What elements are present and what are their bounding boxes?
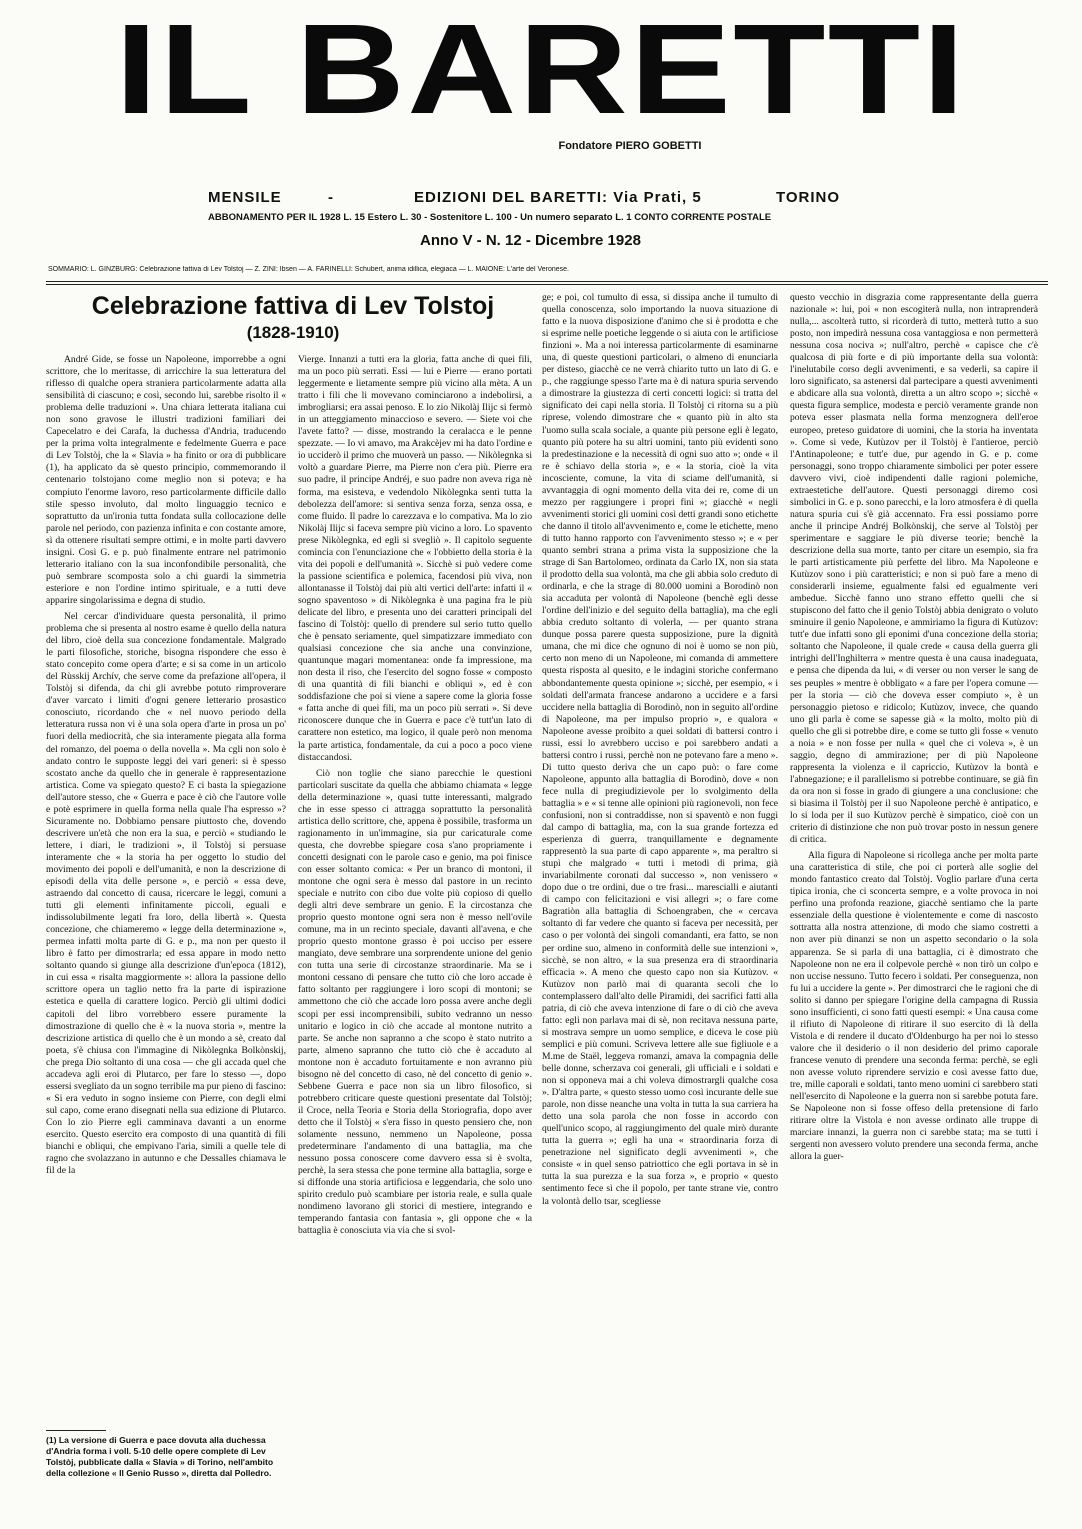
article-column-2 <box>298 354 532 1520</box>
article-paragraph: Ciò non toglie che siano parecchie le questioni particolari suscitate da quella che abbiamo chiamata « legge della determinazione », quasi tutte interessanti, malgrado che in esse spesso ci attragga soprattutto la personalità artistica dello scrittore, che, appena è possibile, trasforma un ragionamento in un'immagine, sia pur caricaturale come questa, che dovrebbe spiegare cosa s'ano propriamente i concetti designati con le parole caso e genio, ma poi finisce con esser soltanto comica: « Per un branco di montoni, il montone che ogni sera è messo dal pastore in un recinto speciale e nutrito con cibo due volte più copioso di quello degli altri deve sembrare un genio. E la circostanza che proprio questo montone ogni sera non è messo nell'ovile comune, ma in un recinto speciale, davanti all'avena, e che proprio questo montone grasso è poi ucciso per essere mangiato, deve sembrare una sorprendente unione del genio con tutta una serie di circostanze straordinarie. Ma se i montoni cessano di pensare che tutto ciò che loro accade è fatto soltanto per raggiungere i loro scopi di montoni; se ammettono che ciò che accade loro possa avere anche degli scopi per essi incomprensibili, subito vedranno un nesso unitario e logico in ciò che accade al montone nutrito a parte. Se anche non sapranno a che scopo è stato nutrito a parte, almeno sapranno che tutto ciò che è accaduto al montone non è accaduto fortuitamente e non avranno più bisogno nè del concetto di caso, nè del concetto di genio ». Sebbene Guerra e pace non sia un libro filosofico, si potrebbero criticare queste questioni presentate dal Tolstòj; il Croce, nella Teoria e Storia della Storiografia, dopo aver detto che il Tolstòj « s'era fisso in questo pensiero che, non solamente nessuno, nemmeno un Napoleone, possa predeterminare l'andamento di una battaglia, ma che nessuno possa conoscere come davvero essa si è svolta, perchè, la sera stessa che pone termine alla battaglia, sorge e si diffonde una storia artificiosa e leggendaria, che solo uno spirito credulo può scambiare per istoria reale, e sulla quale nondimeno lavorano gli storici di mestiere, integrando e temperando fantasia con fantasia », gli oppone che « la battaglia è conosciuta via via che si svol- <box>298 767 532 1237</box>
article-paragraph: Alla figura di Napoleone si ricollega anche per molta parte una caratteristica di stile, che poi ci porterà alle soglie del mondo fantastico creato dal Tolstòj. Voglio parlare d'una certa tipica ironia, che ci sconcerta sempre, e a volte provoca in noi perfino una profonda reazione, giacchè sentiamo che la parte essenziale della questione è violentemente e come di nascosto sottratta alla nostra attenzione, di modo che siamo costretti a non aver più dinanzi se non un aspetto secondario o la sola apparenza. Se si parla di una battaglia, ci è dimostrato che Napoleone non ne era il colpevole perchè « non tirò un colpo e non uccise nessuno. Tutto fecero i soldati. Per conseguenza, non fu lui a uccidere la gente ». Per dimostrarci che le ragioni che di solito si danno per spiegare l'origine della campagna di Russia sono insufficienti, ci sono fatti questi esempi: « Una causa come il rifiuto di Napoleone di ritirare il suo esercito di là della Vistola e di rendere il ducato d'Oldenburgo ha per noi lo stesso valore che il desiderio o il non desiderio del primo caporale francese venuto di prendere una seconda ferma: perchè, se egli non avesse voluto riprendere servizio e così avesse fatto due, tre, mille caporali e soldati, tanto meno uomini ci sarebbero stati nell'esercito di Napoleone e la guerra non si sarebbe potuta fare. Se Napoleone non si fosse offeso della pretensione di farlo ritirare oltre la Vistola e non avesse ordinato alle truppe di marciare innanzi, la guerra non ci sarebbe stata; ma se tutti i sergenti non avessero voluto prendere una seconda ferma, anche allora la guer- <box>790 850 1038 1163</box>
article-paragraph: André Gide, se fosse un Napoleone, imporrebbe a ogni scrittore, che lo meritasse, di arricchire la sua letteratura del riflesso di qualche opera straniera particolarmente adatta alla sensibilità di ciascuno; e così, secondo lui, sarebbe risolto il « problema delle traduzioni ». Una chiara letterata italiana cui non sono gravose le illustri tradizioni familiari dei Capecelatro e dei Carafa, la duchessa d'Andria, traducendo per la prima volta integralmente e fedelmente Guerra e pace di Lev Tolstòj, che la « Slavia » ha finito or ora di pubblicare (1), ha applicato da sè questo principio, commemorando il centenario tolstojano come meglio non si poteva; e ha compiuto l'enorme lavoro, reso particolarmente difficile dallo stile spesso involuto, dal molto linguaggio tecnico e soprattutto da un'ironia tutta fondata sulla collocazione delle parole nel periodo, con pazienza infinita e con costante amore, sì da ottenere risultati sempre ottimi, e in molte parti davvero insigni. Così G. e p. può finalmente entrare nel patrimonio letterario italiano con la sua inconfondibile personalità, che può sembrare scomposta solo a chi guardi la simmetria esteriore e non l'ordine intimo spirituale, e a tutti deve apparire singolarissima e degna di studio. <box>46 354 286 606</box>
masthead-title: IL BARETTI <box>115 0 967 141</box>
publication-row <box>0 189 1082 209</box>
footnote: (1) La versione di Guerra e pace dovuta alla duchessa d'Andria forma i voll. 5-10 delle opere complete di Lev Tolstòj, pubblicate dalla « Slavia » di Torino, nell'ambito della collezione « Il Genio Russo », diretta dal Polledro. <box>46 1435 274 1478</box>
city: TORINO <box>776 189 841 206</box>
article-dates: (1828-1910) <box>246 323 340 342</box>
article-column-4 <box>790 292 1038 1520</box>
table-of-contents: SOMMARIO: L. GINZBURG: Celebrazione fattiva di Lev Tolstoj — Z. ZINI: Ibsen — A. FARINELLI: Schubert, anima idillica, elegiaca — L. MAIONE: L'arte del Veronese. <box>48 266 569 273</box>
founder-line: Fondatore PIERO GOBETTI <box>558 140 702 152</box>
article-paragraph: Vierge. Innanzi a tutti era la gloria, fatta anche di quei fili, ma un poco più serrati. Essi — lui e Pierre — erano portati leggermente e lietamente sempre più vicino alla mèta. A un tratto i fili che li movevano cominciarono a indebolirsi, a imbrogliarsi; era assai penoso. E lo zio Nikolàj Ilijc si fermò in un atteggiamento minaccioso e severo. — Siete voi che l'avete fatto? — disse, mostrando la ceralacca e le penne spezzate. — Io vi amavo, ma Arakcèjev mi ha dato l'ordine e io ucciderò il primo che muoverà un passo. — Nikòlegnka si voltò a guardare Pierre, ma Pierre non c'era più. Pierre era suo padre, il principe Andréj, e suo padre non aveva riga nè forma, ma esisteva, e vedendolo Nikòlegnka sentì tutta la debolezza dell'amore: si sentiva senza forza, senza ossa, e come fluido. Il padre lo carezzava e lo compativa. Ma lo zio Nikolàj Ilijc si faceva sempre più vicino a loro. Lo spavento prese Nikòlegnka, ed egli si svegliò ». Il capitolo seguente comincia con l'enunciazione che « l'obbietto della storia è la vita dei popoli e dell'umanità ». Sicchè si può vedere come la passione scientifica e polemica, facendosi più viva, non allontanasse il Tolstòj dai più alti vertici dell'arte: infatti il « sogno spaventoso » di Nikòlegnka è una pagina fra le più delicate del libro, e presenta uno dei caratteri principali del fascino di Tolstòj: quello di prendere sul serio tutto quello che è pensato seriamente, quel simpatizzare immediato con qualsiasi concezione che sia anche una convinzione, quantunque magari momentanea: onde fa impressione, ma non desta il riso, che l'esercito del sogno fosse « composto di una quantità di fili bianchi e obliqui », ed è con soddisfazione che poi si viene a sapere come la gloria fosse « fatta anche di quei fili, ma un poco più serrati ». Si deve riconoscere dunque che in Guerra e pace c'è tutt'un lato di carattere non estetico, ma logico, il quale però non menoma la parte artistica, fondamentale, da cui a poco a poco viene distaccandosi. <box>298 354 532 763</box>
separator-dash: - <box>328 189 334 206</box>
article-column-3 <box>542 292 778 1520</box>
article-paragraph: Nel cercar d'individuare questa personalità, il primo problema che si presenta al nostro esame è quello della natura del libro, cioè della sua concezione fondamentale. Malgrado le parti filosofiche, storiche, bisogna rispondere che esso è stato concepito come opera d'arte; e si sa come in un articolo del Rùsskij Archív, che serve come da prefazione all'opera, il Tolstòj si difenda, da chi gli avrebbe potuto rimproverare d'aver varcato i limiti d'ogni genere letterario prosastico conosciuto, ricordando che « nel nuovo periodo della letteratura russa non vi è una sola opera d'arte in prosa un po' fuori della mediocrità, che sia interamente piegata alla forma del romanzo, del poema o della novella ». Ma cgli non solo è andato contro le supposte leggi dei vari generi: si è spesso scostato anche da quello che in generale è rappresentazione artistica. Come va spiegato questo? E ci basta la spiegazione dell'autore stesso, che « Guerra e pace è ciò che l'autore volle e potè esprimere in quella forma nella quale l'ha espresso »? Sicuramente no. Dobbiamo pensare piuttosto che, dovendo descrivere un'età che non era la sua, e perciò « studiando le lettere, i diari, le tradizioni », il Tolstòj si persuase interamente che « la storia ha per oggetto lo studio del movimento dei popoli e dell'umanità, e non la descrizione di episodi della vita delle persone », e perciò « essa deve, astraendo dal concetto di causa, ricercare le leggi, comuni a tutti gli elementi infinitamente piccoli, eguali e indissolubilmente legati fra loro, della libertà ». Questa concezione, che chiameremo « legge della determinazione », permea infatti molta parte di G. e p., ma non per questo il libro è fatto per dimostrarla; ed essa appare in modo netto soltanto quando si giunge alla descrizione d'un'epoca (1812), in cui essa « risalta maggiormente »: allora la passione dello scrittore opera un taglio netto fra la parte di ispirazione estetica e quella di carattere logico. Perciò gli ultimi dodici capitoli del libro vorrebbero essere puramente la dimostrazione di quello che è « la nuova storia », mentre la descrizione artistica di quello che è un mondo a sè, creato dal poeta, s'è chiusa con l'immagine di Nikòlegnka Bolkònskij, che prega Dio soltanto di una cosa — che gli accada quel che accadeva agli eroi di Plutarco, per fare lo stesso —, dopo essersi svegliato da un sogno terribile ma pur pieno di fascino: « Si era veduto in sogno insieme con Pierre, con degli elmi sul capo, come erano disegnati nella sua edizione di Plutarco. Con lo zio Pierre egli camminava davanti a un enorme esercito. Questo esercito era composto di una quantità di fili bianchi e obliqui, che empivano l'aria, simili a quelle tele di ragno che svolazzano in autunno e che Dessalles chiamava le fil de la <box>46 610 286 1177</box>
article-column-1 <box>46 354 286 1428</box>
footnote-rule <box>46 1430 106 1431</box>
subscription-line: ABBONAMENTO PER IL 1928 L. 15 Estero L. 30 - Sostenitore L. 100 - Un numero separato L. 1 CONTO CORRENTE POSTALE <box>208 212 772 223</box>
article-paragraph: questo vecchio in disgrazia come rappresentante della guerra nazionale »: lui, poi « non escogiterà nulla, non intraprenderà nulla,... ascolterà tutto, si ricorderà di tutto, metterà tutto a suo posto, non impedirà nessuna cosa vantaggiosa e non permetterà nessuna cosa nociva »; null'altro, perchè « capisce che c'è qualcosa di più forte e di più importante della sua volontà: l'inelutabile corso degli avvenimenti, e sa vederli, sa capire il loro significato, sa astenersi dal partecipare a questi avvenimenti e abdicare alla sua volontà, diretta a un altro scopo »; sicchè « questa figura semplice, modesta e perciò veramente grande non poteva esser plasmata nella forma menzognera dell'eroe europeo, preteso guidatore di uomini, che la storia ha inventata ». Come si vede, Kutùzov per il Tolstòj è l'antieroe, perciò l'Antinapoleone; e tutt'e due, pur agendo in G. e p. come personaggi, sono troppo chiaramente simbolici per poter essere davvero vivi, cioè indipendenti dalle ragioni polemiche, extraestetiche dell'autore. Questi personaggi diremo così simbolici in G. e p. sono parecchi, e la loro atmosfera è di quella natura spuria cui s'è già accennato. Fra essi possiamo porre anche il principe Andréj Bolkònskij, che serve al Tolstòj per sperimentare e saggiare le più diverse teorie; benchè la descrizione della sua morte, tanto per citare un esempio, sia fra le parti artisticamente più perfette del libro. Ma Napoleone e Kutùzov sono i più caratteristici; e non si può fare a meno di considerarli insieme, egualmente falsi ed egualmente veri ambedue. Sicchè fanno uno strano effetto quelli che si stupiscono del fatto che il genio Tolstòj abbia denigrato o voluto sminuire il genio Napoleone, e ammiriamo la figura di Kutùzov: tutt'e due infatti sono gli eponimi d'una concezione della storia; soltanto che Napoleone, il quale crede « causa della guerra gli intrighi dell'Inghilterra » mentre questa è una causa inadeguata, e pensa che dipenda da lui, « di verser ou non verser le sang de ses peuples » mentre è obbligato « a fare per l'opera comune — per la storia — ciò che doveva esser compiuto », è un personaggio pietoso e ridicolo; Kutùzov, invece, che quando uno gli parla è come se sapesse già « la molto, molto più di quello che gli si potrebbe dire, e come se tutto gli fosse « venuto a noia » e non fosse per nulla « quel che ci voleva », è un saggio, degno di ammirazione; per di più Napoleone rappresenta la violenza e il capriccio, Kutùzov la bontà e l'abnegazione; e il parallelismo si potrebbe continuare, se già fin da ora non si fosse in grado di giungere a una conclusione: che si biasima il Tolstòj per il suo Napoleone perchè è antipatico, e lo si loda per il suo Kutùzov perchè è simpatico, cioè con un criterio di distinzione che non può trovar posto in nessun genere di critica. <box>790 292 1038 846</box>
article-paragraph: ge; e poi, col tumulto di essa, si dissipa anche il tumulto di quella conoscenza, solo importando la nuova situazione di fatto e la nuova disposizione d'animo che si è prodotta e che si esprime nelle poetiche leggende o si aiuta con le artificiose finzioni ». Ma a noi interessa particolarmente di esaminarne una, di queste questioni particolari, o almeno di enunciarla per disteso, giacchè ce ne verrà chiarito tutto un lato di G. e p., che raggiunge spesso l'arte ma è di natura spuria servendo a dimostrare la giustezza di certi concetti logici: si tratta del significato dei capi nella storia. Il Tolstòj ci ritorna su a più riprese, volendo dimostrare che « quanto più in alto sta l'uomo sulla scala sociale, a quante più persone egli è legato, quanto più potere ha su altri uomini, tanto più evidenti sono la predestinazione e la necessità di ogni suo atto »; onde « il re è schiavo della storia », e « la storia, cioè la vita incosciente, comune, la vita di sciame dell'umanità, si avvantaggia di ogni momento della vita dei re, come di un mezzo per raggiungere i propri fini »; giacchè « negli avvenimenti storici gli uomini così detti grandi sono etichette che danno il titolo all'avvenimento e, come le etichette, meno di tutto hanno rapporto con l'avvenimento stesso »; e « per quanto sembri strana a prima vista la supposizione che la strage di San Bartolomeo, ordinata da Carlo IX, non sia stata il prodotto della sua volontà, ma che gli abbia solo creduto di ordinarla, e che la strage di 80.000 uomini a Borodinò non sia accaduta per volontà di Napoleone (benchè egli desse l'ordine dell'inizio e del seguito della battaglia), ma che egli abbia creduto soltanto di volerla, — per quanto strana dunque possa parere questa supposizione, pure la dignità umana, che mi dice che ognuno di noi è uomo se non più, certo non meno di un Napoleone, mi comanda di ammettere questa risposta al quesito, e le indagini storiche confermano abbondantemente questa opinione »; sicchè, per esempio, « i soldati dell'armata francese andarono a uccidere e a farsi uccidere nella battaglia di Borodinò, non in seguito all'ordine di Napoleone, ma per impulso proprio », e qualora « Napoleone avesse proibito a quei soldati di battersi contro i russi, essi lo avrebbero ucciso e poi sarebbero andati a battersi contro i russi, perchè non ne potevano fare a meno ». Di tutto questo deriva che un capo può: o fare come Napoleone, appunto alla battaglia di Borodinò, dove « non fece nulla di pregiudizievole per lo svolgimento della battaglia » e « si tenne alle opinioni più ragionevoli, non fece confusioni, non si contraddisse, non si spaventò e non fuggì dal campo di battaglia, ma, con la sua grande fortezza ed esperienza di guerra, tranquillamente e degnamente rappresentò la sua parte di capo apparente », ma peraltro si stupì che malgrado « tutti i metodi di prima, già invariabilmente coronati dal successo », non venissero « dopo due o tre ordini, due o tre frasi... marescialli e aiutanti di campo con felicitazioni e visi allegri »; o fare come Bagratiòn alla battaglia di Schoengraben, che « cercava soltanto di far vedere che quanto si faceva per necessità, per caso o per volontà dei singoli comandanti, era fatto, se non per ordine suo, almeno in conformità delle sue intenzioni », sicchè, se non altro, « la sua presenza era di straordinaria efficacia ». A meno che questo capo non sia Kutùzov. « Kutùzov non parlò mai di quaranta secoli che lo contemplassero dall'alto delle Piramidi, dei sacrifici fatti alla patria, di ciò che aveva intenzione di fare o di ciò che aveva fatto: egli non parlava mai di sè, non recitava nessuna parte, si mostrava sempre un uomo semplice, e diceva le cose più semplici e più comuni. Scriveva lettere alle sue figliuole e a M.me de Staël, leggeva romanzi, amava la compagnia delle belle donne, scherzava coi generali, gli ufficiali e i soldati e non si opponeva mai a chi voleva dimostrargli qualche cosa ». D'altra parte, « questo stesso uomo così incurante delle sue parole, non disse neanche una volta in tutta la sua carriera ha detto una sola parola che non fosse in accordo con quell'unico scopo, al raggiungimento del quale mirò durante tutta la guerra »; egli ha una « straordinaria forza di penetrazione nel significato degli avvenimenti », che consiste « in quel senso patriottico che egli portava in sè in tutta la sua purezza e la sua forza », e proprio « questo sentimento fece sì che il popolo, per tante strane vie, contro la volontà dello tsar, scegliesse <box>542 292 778 1207</box>
article-title: Celebrazione fattiva di Lev Tolstoj <box>91 292 495 320</box>
issue-line: Anno V - N. 12 - Dicembre 1928 <box>420 232 641 249</box>
publisher: EDIZIONI DEL BARETTI: Via Prati, 5 <box>414 189 702 206</box>
divider <box>46 281 1048 282</box>
divider <box>46 284 1048 285</box>
frequency: MENSILE <box>208 189 282 206</box>
